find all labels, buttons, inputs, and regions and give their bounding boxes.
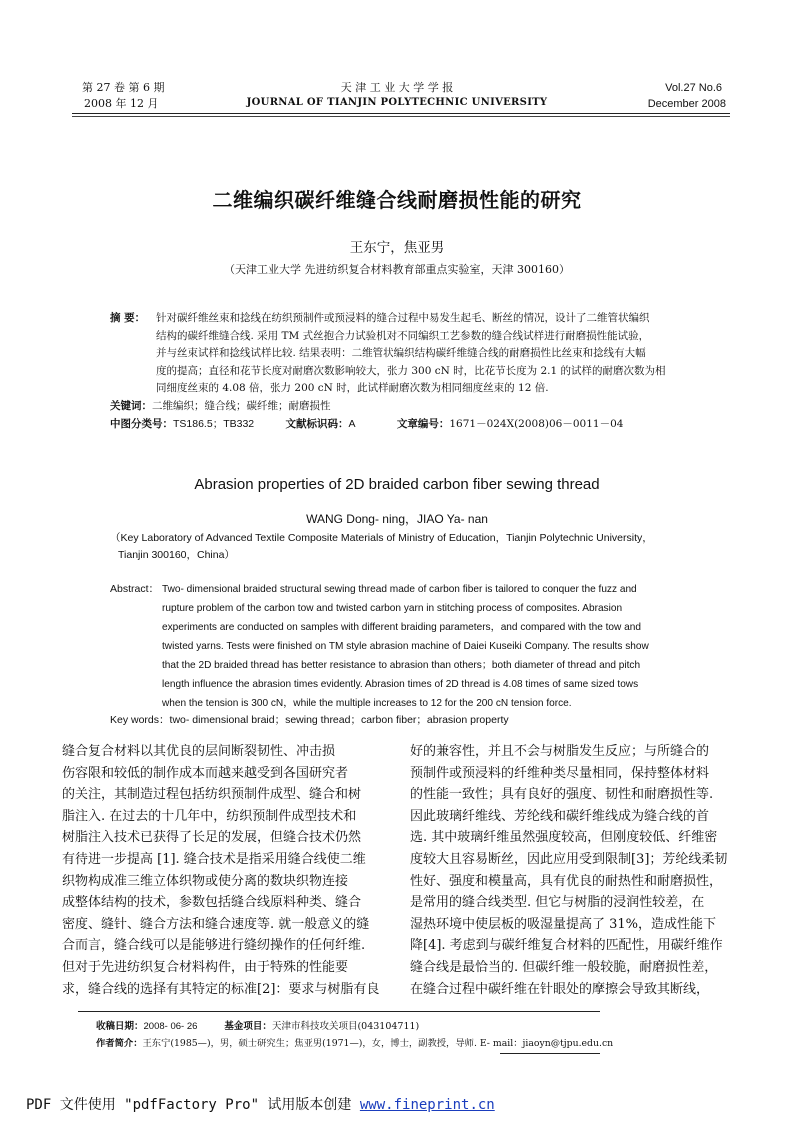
body-line: 预制件或预浸料的纤维种类尽量相同，保持整体材料 xyxy=(410,765,710,781)
classification-line xyxy=(110,416,710,434)
authors-en: WANG Dong- ning，JIAO Ya- nan xyxy=(306,512,488,526)
fund-value: 天津市科技攻关项目(043104711) xyxy=(271,1021,420,1032)
body-line: 因此玻璃纤维线、芳纶线和碳纤维线成为缝合线的首 xyxy=(410,808,710,824)
journal-name-cn: 天 津 工 业 大 学 学 报 xyxy=(340,81,454,94)
paper-title-cn: 二维编织碳纤维缝合线耐磨损性能的研究 xyxy=(212,188,582,212)
affiliation-en-line: （Key Laboratory of Advanced Textile Composite Materials of Ministry of Education，Tianjin Polytechnic University， xyxy=(110,532,653,544)
body-line: 的性能一致性；具有良好的强度、韧性和耐磨损性等. xyxy=(410,787,714,803)
keywords-en xyxy=(110,712,509,727)
issue-date-cn: 2008 年 12 月 xyxy=(84,97,159,110)
keywords-cn-text: 二维编织；缝合线；碳纤维；耐磨损性 xyxy=(152,400,331,412)
abstract-en-line: Two- dimensional braided structural sewing thread made of carbon fiber is tailored to conquer the fuzz and xyxy=(162,584,637,595)
keywords-cn-label: 关键词： xyxy=(110,400,152,412)
header-rule-thin xyxy=(72,116,730,117)
abstract-en-line: experiments are conducted on samples with different braiding parameters，and compared with the tow and xyxy=(162,622,641,633)
article-number-value: 1671－024X(2008)06－0011－04 xyxy=(449,418,624,430)
body-line: 降[4]. 考虑到与碳纤维复合材料的匹配性，用碳纤维作 xyxy=(410,938,723,954)
fund-label: 基金项目： xyxy=(224,1021,272,1032)
clc-value: TS186.5；TB332 xyxy=(173,418,255,430)
abstract-en-line: length influence the abrasion times evidently. Abrasion times of 2D thread is 4.08 times of same sized tows xyxy=(162,679,639,690)
received-label: 收稿日期： xyxy=(96,1021,144,1032)
doc-code-label: 文献标识码： xyxy=(285,418,349,430)
journal-name-en: JOURNAL OF TIANJIN POLYTECHNIC UNIVERSITY xyxy=(246,97,548,108)
author-bio-value: 王东宁(1985—)，男，硕士研究生；焦亚男(1971—)，女，博士，副教授，导师. E- mail：jiaoyn@tjpu.edu.cn xyxy=(142,1038,614,1049)
issue-volume-cn: 第 27 卷 第 6 期 xyxy=(82,81,165,94)
author-bio-label: 作者简介： xyxy=(96,1038,143,1049)
body-line: 度较大且容易断丝，因此应用受到限制[3]；芳纶线柔韧 xyxy=(410,851,728,867)
abstract-en-line: when the tension is 300 cN，while the multiple increases to 12 for the 200 cN tension force. xyxy=(162,698,572,709)
body-line: 的关注，其制造过程包括纺织预制件成型、缝合和树 xyxy=(62,787,362,803)
watermark-link[interactable]: www.fineprint.cn xyxy=(359,1097,495,1113)
body-line: 缝合线是最恰当的. 但碳纤维一般较脆，耐磨损性差， xyxy=(410,959,718,975)
abstract-cn-line: 同细度丝束的 4.08 倍，张力 200 cN 时，此试样耐磨次数为相同细度丝束的 12 倍. xyxy=(156,382,549,394)
abstract-en-line: rupture problem of the carbon tow and twisted carbon yarn in stitching process of composites. Abrasion xyxy=(162,603,623,614)
footnote-author xyxy=(96,1035,613,1049)
footnote-received-fund xyxy=(96,1018,419,1032)
body-line: 在缝合过程中碳纤维在针眼处的摩擦会导致其断线， xyxy=(410,981,710,997)
body-line: 性好、强度和模量高，具有优良的耐热性和耐磨损性， xyxy=(410,873,723,889)
issue-volume-en: Vol.27 No.6 xyxy=(665,82,722,94)
body-line: 求，缝合线的选择有其特定的标准[2]：要求与树脂有良 xyxy=(62,981,380,997)
abstract-cn-line: 针对碳纤维丝束和捻线在纺织预制件或预浸料的缝合过程中易发生起毛、断丝的情况，设计了二维管状编织 xyxy=(156,312,650,324)
abstract-en-line: twisted yarns. Tests were finished on TM style abrasion machine of Daiei Kuseiki Company. The results show xyxy=(162,641,649,652)
abstract-cn-body xyxy=(156,310,716,398)
affiliation-cn: （天津工业大学 先进纺织复合材料教育部重点实验室，天津 300160） xyxy=(224,263,570,276)
footnote-end-rule xyxy=(500,1053,600,1054)
body-line: 好的兼容性，并且不会与树脂发生反应；与所缝合的 xyxy=(410,744,710,759)
body-line: 成整体结构的技术，参数包括缝合线原料种类、缝合 xyxy=(62,895,362,911)
keywords-en-text: two- dimensional braid；sewing thread；carbon fiber；abrasion property xyxy=(169,714,509,726)
abstract-cn-line: 结构的碳纤维缝合线. 采用 TM 式丝抱合力试验机对不同编织工艺参数的缝合线试样进行耐磨损性能试验， xyxy=(156,329,650,342)
body-line: 树脂注入技术已获得了长足的发展，但缝合技术仍然 xyxy=(62,830,362,846)
body-line: 密度、缝针、缝合方法和缝合速度等. 就一般意义的缝 xyxy=(62,916,370,932)
body-line: 选. 其中玻璃纤维虽然强度较高，但刚度较低、纤维密 xyxy=(410,830,718,846)
issue-date-en: December 2008 xyxy=(647,98,726,110)
clc-label: 中图分类号： xyxy=(110,418,173,430)
abstract-en-label: Abstract： xyxy=(110,583,160,595)
body-line: 缝合复合材料以其优良的层间断裂韧性、冲击损 xyxy=(62,744,336,759)
received-value: 2008- 06- 26 xyxy=(143,1021,198,1032)
abstract-cn-line: 度的提高；直径和花节长度对耐磨次数影响较大，张力 300 cN 时，比花节长度为 2.1 的试样的耐磨次数为相 xyxy=(156,364,666,377)
abstract-cn-line: 并与丝束试样和捻线试样比较. 结果表明：二维管状编织结构碳纤维缝合线的耐磨损性比丝束和捻线有大幅 xyxy=(156,347,646,359)
watermark-text: PDF 文件使用 "pdfFactory Pro" 试用版本创建 xyxy=(26,1097,360,1113)
abstract-cn-label: 摘 要： xyxy=(110,312,146,324)
keywords-cn xyxy=(110,398,331,416)
authors-cn: 王东宁，焦亚男 xyxy=(349,240,445,256)
body-line: 是常用的缝合线类型. 但它与树脂的浸润性较差，在 xyxy=(410,895,705,911)
body-column-left xyxy=(62,741,382,1000)
doc-code-value: A xyxy=(348,418,356,430)
body-line: 伤容限和较低的制作成本而越来越受到各国研究者 xyxy=(62,765,349,781)
body-line: 有待进一步提高 [1]. 缝合技术是指采用缝合线使二维 xyxy=(62,851,366,867)
body-column-right xyxy=(410,741,732,1000)
affiliation-en-line: Tianjin 300160，China） xyxy=(118,549,235,561)
body-line: 脂注入. 在过去的十几年中，纺织预制件成型技术和 xyxy=(62,808,357,824)
abstract-en-line: that the 2D braided thread has better resistance to abrasion than others；both diameter of thread and pitch xyxy=(162,660,641,671)
body-line: 织物构成准三维立体织物或使分离的数块织物连接 xyxy=(62,873,349,889)
footnote-rule xyxy=(78,1011,600,1012)
pdf-watermark xyxy=(26,1094,495,1114)
article-number-label: 文章编号： xyxy=(396,418,450,430)
abstract-en-body xyxy=(162,580,696,713)
header-rule xyxy=(72,113,730,114)
body-line: 但对于先进纺织复合材料构件，由于特殊的性能要 xyxy=(62,959,349,975)
paper-title-en: Abrasion properties of 2D braided carbon fiber sewing thread xyxy=(194,476,600,493)
affiliation-en xyxy=(110,530,653,564)
body-line: 湿热环境中使层板的吸湿量提高了 31%，造成性能下 xyxy=(410,916,717,932)
body-line: 合而言，缝合线可以是能够进行缝纫操作的任何纤维. xyxy=(62,938,366,954)
keywords-en-label: Key words： xyxy=(110,714,170,726)
